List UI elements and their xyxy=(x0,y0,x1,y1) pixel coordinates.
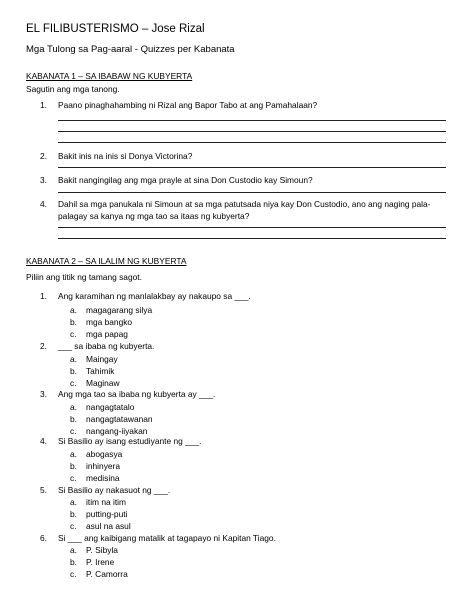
section1-heading: KABANATA 1 – SA IBABAW NG KUBYERTA xyxy=(26,71,193,81)
option-text[interactable]: Maingay xyxy=(86,354,118,364)
option-text[interactable]: Maginaw xyxy=(86,378,120,388)
option-text[interactable]: P. Camorra xyxy=(86,569,128,579)
answer-line[interactable] xyxy=(58,167,446,168)
s2-question-number: 2. xyxy=(40,341,47,351)
option-text[interactable]: P. Irene xyxy=(86,557,115,567)
s2-question-text: Ang mga tao sa ibaba ng kubyerta ay ___. xyxy=(58,389,216,399)
option-letter: b. xyxy=(70,317,77,327)
option-text[interactable]: mga papag xyxy=(86,329,128,339)
option-letter: a. xyxy=(70,497,77,507)
option-letter: c. xyxy=(70,378,77,388)
option-letter: a. xyxy=(70,402,77,412)
option-letter: c. xyxy=(70,426,77,436)
s1-question-text: Dahil sa mga panukala ni Simoun at sa mga patutsada niya kay Don Custodio, ano ang naging pala-palagay sa kanya ng mga tao sa itaas ng kubyerta? xyxy=(58,199,431,221)
s1-question-text: Bakit nangingilag ang mga prayle at sina Don Custodio kay Simoun? xyxy=(58,175,313,185)
answer-line[interactable] xyxy=(58,227,446,228)
s2-question-number: 1. xyxy=(40,291,47,301)
s2-question-text: Si ___ ang kaibigang matalik at tagapayo ni Kapitan Tiago. xyxy=(58,533,276,543)
option-text[interactable]: inhinyera xyxy=(86,461,120,471)
option-text[interactable]: mga bangko xyxy=(86,317,133,327)
s2-question-text: Ang karamihan ng manlalakbay ay nakaupo sa ___. xyxy=(58,291,251,301)
option-text[interactable]: magagarang silya xyxy=(86,305,153,315)
option-letter: a. xyxy=(70,305,77,315)
option-letter: b. xyxy=(70,557,77,567)
option-letter: c. xyxy=(70,473,77,483)
s1-question-number: 3. xyxy=(40,175,47,185)
option-letter: c. xyxy=(70,569,77,579)
section2-instruction: Piliin ang titik ng tamang sagot. xyxy=(26,272,142,282)
option-text[interactable]: itim na itim xyxy=(86,497,127,507)
answer-line[interactable] xyxy=(58,192,446,193)
option-text[interactable]: nangagtatawanan xyxy=(86,414,153,424)
option-text[interactable]: nangagtatalo xyxy=(86,402,135,412)
s1-question-text: Bakit inis na inis si Donya Victorina? xyxy=(58,151,193,161)
option-text[interactable]: Tahimik xyxy=(86,366,115,376)
answer-line[interactable] xyxy=(58,131,446,132)
option-letter: c. xyxy=(70,521,77,531)
option-letter: c. xyxy=(70,329,77,339)
option-text[interactable]: P. Sibyla xyxy=(86,545,118,555)
s2-question-text: Si Basilio ay nakasuot ng ___. xyxy=(58,485,171,495)
answer-line[interactable] xyxy=(58,238,446,239)
answer-line[interactable] xyxy=(58,120,446,121)
option-text[interactable]: putting-puti xyxy=(86,509,128,519)
s2-question-text: ___ sa ibaba ng kubyerta. xyxy=(58,341,155,351)
section1-instruction: Sagutin ang mga tanong. xyxy=(26,84,120,94)
option-letter: b. xyxy=(70,414,77,424)
s2-question-number: 5. xyxy=(40,485,47,495)
option-text[interactable]: abogasya xyxy=(86,449,123,459)
option-letter: a. xyxy=(70,449,77,459)
s1-question-text: Paano pinaghahambing ni Rizal ang Bapor Tabo at ang Pamahalaan? xyxy=(58,100,318,110)
option-letter: b. xyxy=(70,366,77,376)
document-subtitle: Mga Tulong sa Pag-aaral - Quizzes per Kabanata xyxy=(26,44,235,55)
s2-question-text: Si Basilio ay isang estudiyante ng ___. xyxy=(58,436,202,446)
s1-question-number: 2. xyxy=(40,151,47,161)
option-text[interactable]: medisina xyxy=(86,473,120,483)
s2-question-number: 3. xyxy=(40,389,47,399)
s1-question-number: 1. xyxy=(40,100,47,110)
answer-line[interactable] xyxy=(58,142,446,143)
s2-question-number: 4. xyxy=(40,436,47,446)
option-letter: a. xyxy=(70,545,77,555)
option-text[interactable]: asul na asul xyxy=(86,521,131,531)
option-text[interactable]: nangang-iiyakan xyxy=(86,426,148,436)
document-title: EL FILIBUSTERISMO – Jose Rizal xyxy=(26,23,205,35)
s2-question-number: 6. xyxy=(40,533,47,543)
option-letter: a. xyxy=(70,354,77,364)
section2-heading: KABANATA 2 – SA ILALIM NG KUBYERTA xyxy=(26,256,187,266)
s1-question-number: 4. xyxy=(40,199,47,209)
option-letter: b. xyxy=(70,461,77,471)
option-letter: b. xyxy=(70,509,77,519)
